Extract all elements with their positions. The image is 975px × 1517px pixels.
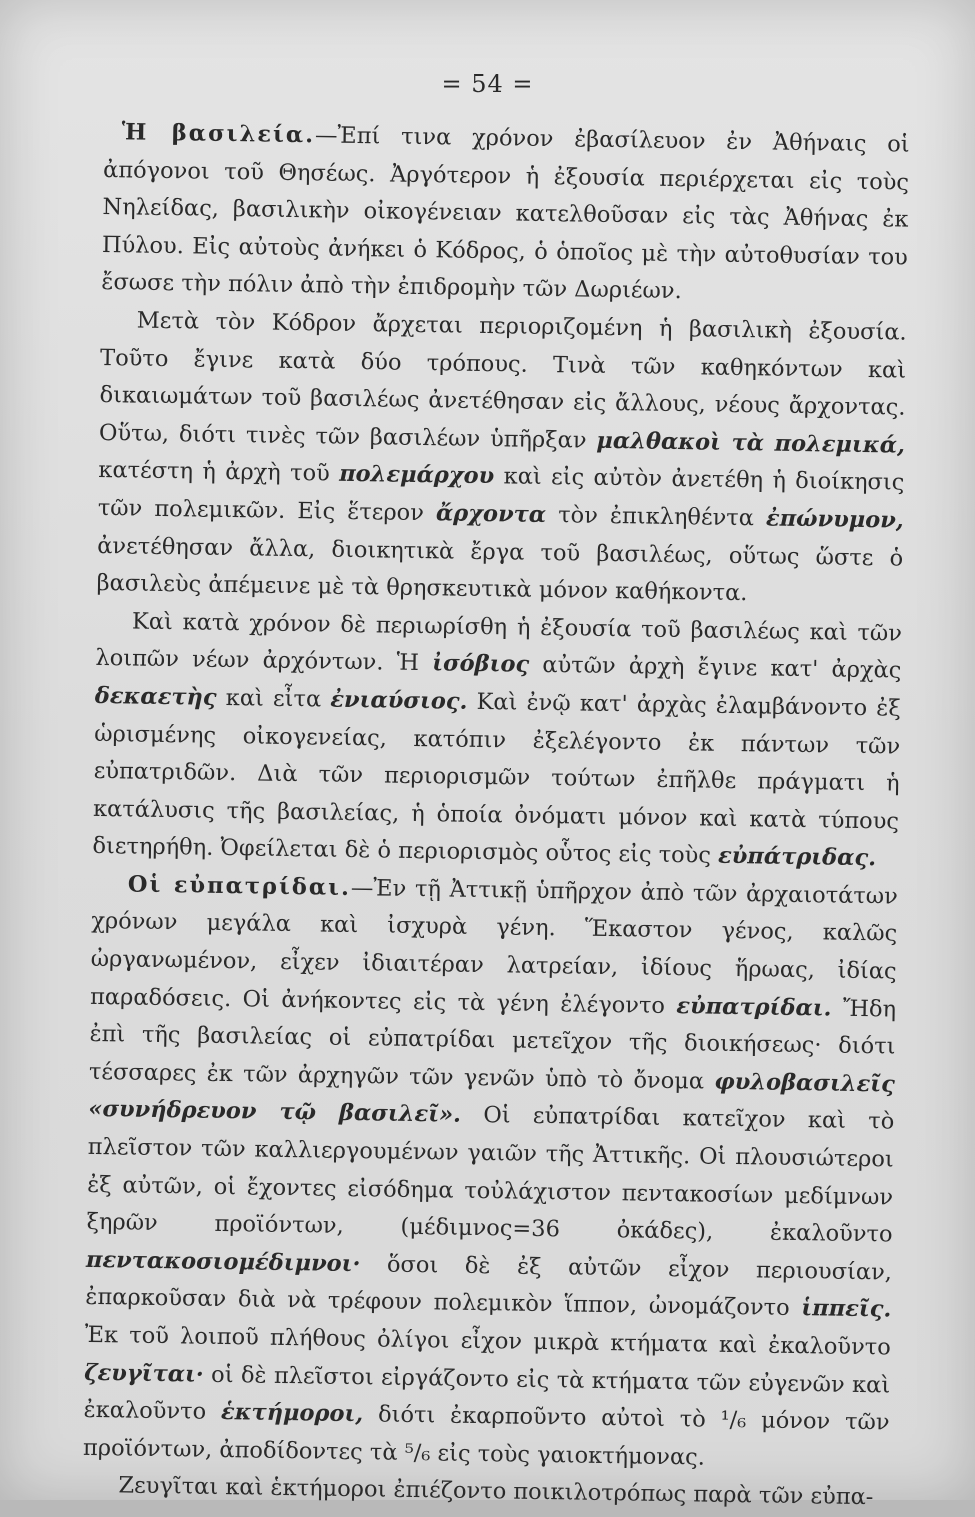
emphasis-term: πεντακοσιομέδιμνοι·	[85, 1246, 361, 1277]
emphasis-term: φυλοβασιλεῖς «συνήδρευον τῷ βασιλεῖ».	[88, 1068, 896, 1129]
paragraph-text: Ζευγῖται καὶ ἑκτήμοροι ἐπιέζοντο ποικιλοτρόπως παρὰ τῶν εὐπα-	[118, 1472, 874, 1511]
paragraph-text: καὶ εἰς αὐτὸν ἀνετέθη ἡ διοίκησις τῶν πολεμικῶν. Εἰς ἕτερον	[97, 463, 905, 527]
paragraph-text: Ἤδη ἐπὶ τῆς βασιλείας οἱ εὐπατρίδαι μετεῖχον τῆς διοικήσεως· διότι τέσσαρες ἐκ τῶν ἀρχηγῶν τῶν γενῶν ὑπὸ τὸ ὄνομα	[88, 995, 897, 1095]
paragraph-text: καὶ εἶτα	[225, 684, 322, 713]
paragraph-text: Οἱ εὐπατρίδαι κατεῖχον καὶ τὸ πλεῖστον τῶν καλλιεργουμένων γαιῶν τῆς Ἀττικῆς. Οἱ πλουσιώτεροι ἐξ αὐτῶν, οἱ ἔχοντες εἰσόδημα τοὐλάχιστον πεντακοσίων μεδίμνων ξηρῶν προϊόντων, (μέδιμνος=36 ὀκάδες), ἐκαλοῦντο	[86, 1102, 895, 1248]
paragraph-eupatrids	[83, 866, 898, 1480]
paragraph-text: Καὶ ἐνῷ κατ' ἀρχὰς ἐλαμβάνοντο ἐξ ὡρισμένης οἰκογενείας, κατόπιν ἐξελέγοντο ἐκ πάντων τῶν εὐπατριδῶν. Διὰ τῶν περιορισμῶν τούτων ἐπῆλθε πράγματι ἡ κατάλυσις τῆς βασιλείας, ἡ ὁποία ὀνόματι μόνον καὶ κατὰ τύπους διετηρήθη. Ὀφείλεται δὲ ὁ περιορισμὸς οὗτος εἰς τοὺς	[92, 688, 901, 869]
emphasis-term: πολεμάρχου	[338, 461, 495, 490]
paragraph-text: τὸν ἐπικληθέντα	[557, 502, 755, 532]
emphasis-term: ἐπώνυμον,	[765, 505, 904, 534]
paragraph-limitation	[96, 302, 907, 615]
emphasis-term: ζευγῖται·	[84, 1359, 204, 1388]
section-heading-eupatrids: Οἱ εὐπατρίδαι.	[127, 871, 352, 901]
paragraph-text: —Ἐπί τινα χρόνον ἐβασίλευον ἐν Ἀθήναις οἱ ἀπόγονοι τοῦ Θησέως. Ἀργότερον ἡ ἐξουσία περιέρχεται εἰς τοὺς Νηλείδας, βασιλικὴν οἰκογένειαν κατελθοῦσαν εἰς τὰς Ἀθήνας ἐκ Πύλου. Εἰς αὐτοὺς ἀνήκει ὁ Κόδρος, ὁ ὁποῖος μὲ τὴν αὐτοθυσίαν του ἔσωσε τὴν πόλιν ἀπὸ τὴν ἐπιδρομὴν τῶν Δωριέων.	[101, 122, 910, 305]
paragraph-kingship	[101, 114, 910, 315]
emphasis-term: ἱππεῖς.	[801, 1295, 892, 1323]
emphasis-term: ἰσόβιος	[431, 650, 530, 679]
paragraph-text: Μετὰ τὸν Κόδρον ἄρχεται περιοριζομένη ἡ βασιλικὴ ἐξουσία. Τοῦτο ἔγινε κατὰ δύο τρόπους. Τινὰ τῶν καθηκόντων καὶ δικαιωμάτων τοῦ βασιλέως ἀνετέθησαν εἰς ἄλλους, νέους ἄρχοντας. Οὕτω, διότι τινὲς τῶν βασιλέων ὑπῆρξαν	[98, 307, 907, 454]
paragraph-text: Ἐκ τοῦ λοιποῦ πλήθους ὀλίγοι εἶχον μικρὰ κτήματα καὶ ἐκαλοῦντο	[84, 1321, 891, 1361]
paragraph-text: ὅσοι δὲ ἐξ αὐτῶν εἶχον περιουσίαν, ἐπαρκοῦσαν διὰ νὰ τρέφουν πολεμικὸν ἵππον, ὠνομάζοντο	[85, 1251, 893, 1322]
emphasis-term: εὐπατρίδαι.	[676, 992, 832, 1022]
paragraph-text: αὐτῶν ἀρχὴ ἔγινε κατ' ἀρχὰς	[542, 652, 902, 684]
paragraph-text: Καὶ κατὰ χρόνον δὲ περιωρίσθη ἡ ἐξουσία τοῦ βασιλέως καὶ τῶν λοιπῶν νέων ἀρχόντων. Ἡ	[95, 608, 903, 677]
emphasis-term: ἑκτήμοροι,	[220, 1399, 364, 1428]
emphasis-term: ἄρχοντα	[435, 500, 547, 528]
paragraph-text: διότι ἐκαρποῦντο αὐτοὶ τὸ ¹/₆ μόνον τῶν προϊόντων, ἀποδίδοντες τὰ ⁵/₆ εἰς τοὺς γαιοκτήμονας.	[82, 1401, 890, 1471]
section-heading-kingship: Ἡ βασιλεία.	[121, 119, 316, 149]
emphasis-term: ἐνιαύσιος.	[330, 686, 468, 715]
paragraph-duration	[92, 603, 902, 879]
body-text	[82, 114, 910, 1517]
paragraph-text: οἱ δὲ πλεῖστοι εἰργάζοντο εἰς τὰ κτήματα τῶν εὐγενῶν καὶ ἐκαλοῦντο	[83, 1361, 891, 1425]
emphasis-term: μαλθακοὶ τὰ πολεμικά,	[596, 427, 906, 459]
emphasis-term: δεκαετὴς	[94, 682, 217, 711]
paragraph-text: ἀνετέθησαν ἄλλα, διοικητικὰ ἔργα τοῦ βασιλέως, οὕτως ὥστε ὁ βασιλεὺς ἀπέμεινε μὲ τὰ θρησκευτικὰ μόνον καθήκοντα.	[96, 532, 904, 607]
emphasis-term: εὐπάτριδας.	[717, 843, 877, 872]
page-number: = 54 =	[441, 70, 534, 98]
paragraph-text: —Ἐν τῇ Ἀττικῇ ὑπῆρχον ἀπὸ τῶν ἀρχαιοτάτων χρόνων μεγάλα καὶ ἰσχυρὰ γένη. Ἕκαστον γένος, καλῶς ὠργανωμένον, εἶχεν ἰδιαιτέραν λατρείαν, ἰδίους ἥρωας, ἰδίας παραδόσεις. Οἱ ἀνήκοντες εἰς τὰ γένη ἐλέγοντο	[89, 874, 899, 1019]
paragraph-text: κατέστη ἡ ἀρχὴ τοῦ	[98, 457, 331, 487]
